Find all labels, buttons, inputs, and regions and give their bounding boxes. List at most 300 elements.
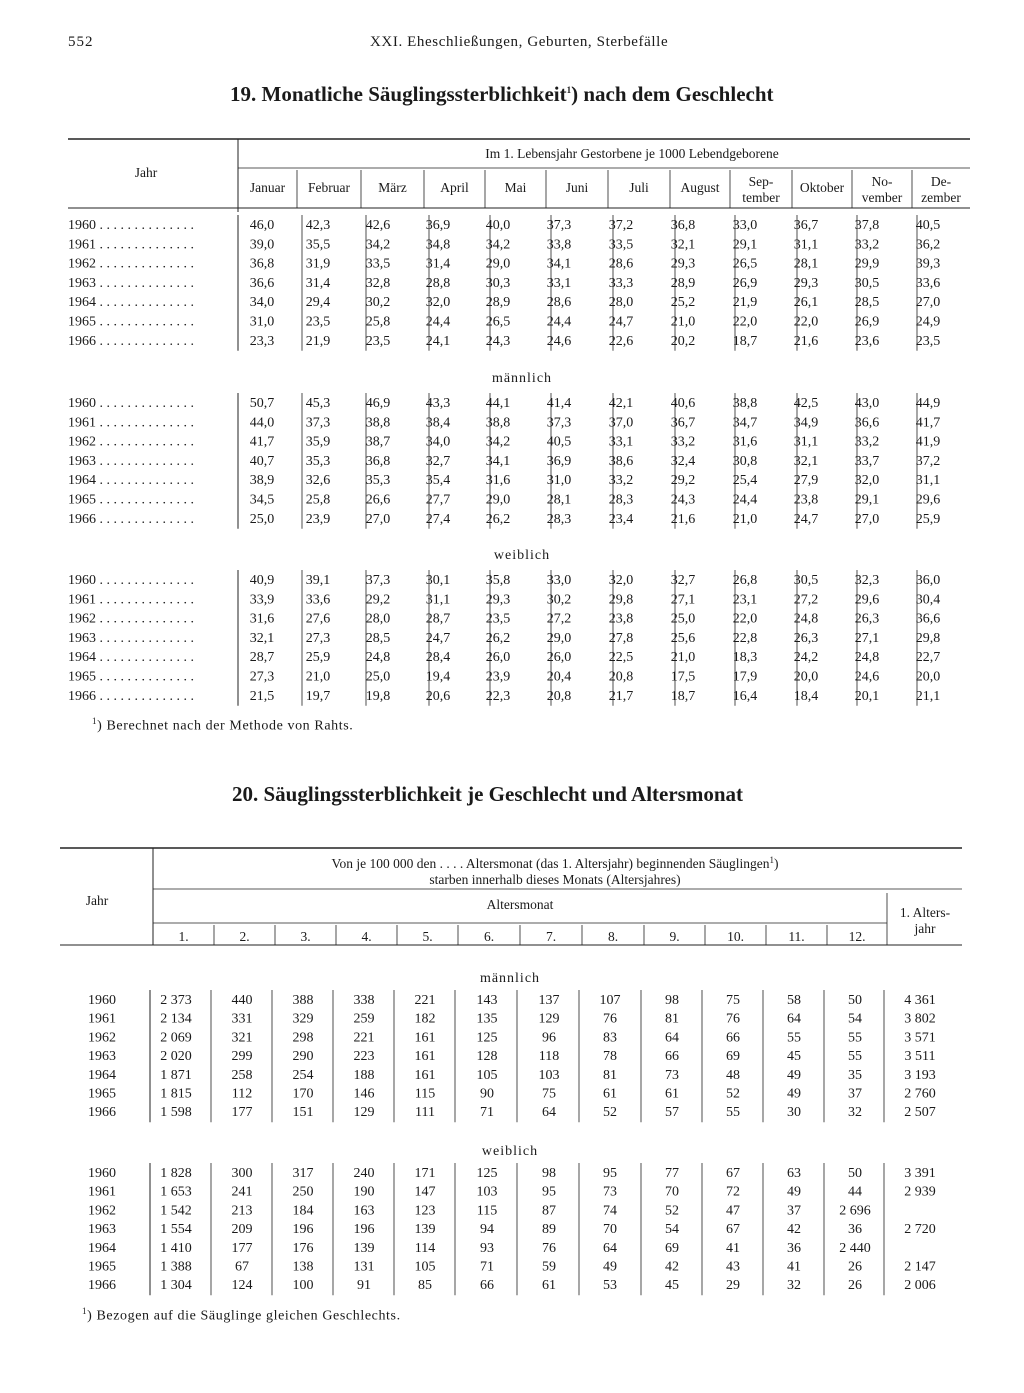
table19-value: 20,6 xyxy=(425,688,451,704)
table19-value: 37,3 xyxy=(305,415,331,431)
table19-col-jahr: Jahr xyxy=(134,165,158,180)
table19-value: 27,4 xyxy=(425,511,451,527)
table19-value: 31,6 xyxy=(249,611,275,627)
table19-month-header: Januar xyxy=(249,180,286,195)
table19-value: 29,6 xyxy=(915,492,941,508)
table19-value: 31,1 xyxy=(793,434,819,450)
table20-value: 338 xyxy=(353,993,375,1008)
table19-value: 44,9 xyxy=(915,396,941,411)
table20-value: 184 xyxy=(292,1203,314,1219)
table20-value: 123 xyxy=(414,1203,436,1219)
table20-value: 67 xyxy=(726,1222,740,1238)
table19-month-header: März xyxy=(378,180,407,195)
table19-section-label: weiblich xyxy=(493,548,551,563)
table20-value: 161 xyxy=(414,1030,436,1046)
table20-group-header-sup: 1 xyxy=(769,855,775,865)
table19-value: 24,3 xyxy=(670,492,696,508)
table19-value: 41,4 xyxy=(546,396,572,411)
table19-value: 21,0 xyxy=(670,314,696,330)
table19-value: 27,7 xyxy=(425,492,451,508)
table20-value: 259 xyxy=(353,1011,375,1027)
table19-value: 32,3 xyxy=(854,573,880,588)
table19-value: 25,0 xyxy=(670,611,696,627)
table20-value: 2 440 xyxy=(839,1240,871,1256)
table20-month-header: 10. xyxy=(727,929,744,944)
table20-value: 87 xyxy=(542,1203,556,1219)
table19-value: 27,9 xyxy=(793,473,819,489)
table20-col-jahr: Jahr xyxy=(85,893,109,908)
table19-value: 32,7 xyxy=(425,453,451,469)
table20-value: 163 xyxy=(353,1203,375,1219)
table19-year-label: 1961 . . . . . . . . . . . . . . xyxy=(68,592,194,608)
table20-group-header xyxy=(331,855,778,871)
table19-year-label: 1962 . . . . . . . . . . . . . . xyxy=(68,434,194,450)
table20-group-header-text: Von je 100 000 den . . . . Altersmonat (das 1. Altersjahr) beginnenden Säuglingen xyxy=(331,856,770,871)
table19-value: 25,8 xyxy=(305,492,331,508)
table19-month-header: Mai xyxy=(504,180,527,195)
table19-value: 40,5 xyxy=(915,218,941,233)
table20-footnote xyxy=(82,1306,401,1325)
table20-value: 55 xyxy=(726,1105,740,1121)
table19-title-rest: nach dem Geschlecht xyxy=(583,82,774,106)
table19-month-header: tember xyxy=(742,190,780,205)
table20-value: 146 xyxy=(353,1086,375,1102)
table19-value: 26,6 xyxy=(365,492,391,508)
table20-value: 91 xyxy=(357,1278,371,1294)
table19-value: 37,3 xyxy=(546,415,572,431)
table19-value: 30,2 xyxy=(546,592,572,608)
table20-value: 58 xyxy=(787,993,801,1008)
table19-section-label: männlich xyxy=(491,371,553,386)
table20-value: 440 xyxy=(231,993,253,1008)
table20-value: 4 361 xyxy=(904,993,936,1008)
table20-value: 69 xyxy=(726,1049,740,1065)
table19-value: 19,4 xyxy=(425,669,451,685)
table19-value: 33,7 xyxy=(854,453,880,469)
table20-value: 250 xyxy=(292,1184,314,1200)
table20-value: 1 388 xyxy=(160,1259,192,1275)
table19-value: 36,9 xyxy=(546,453,572,469)
table19-value: 24,2 xyxy=(793,650,819,666)
table20-value: 95 xyxy=(603,1166,617,1181)
table19-value: 28,7 xyxy=(249,650,275,666)
table20-value: 258 xyxy=(231,1067,253,1083)
table20-value: 55 xyxy=(787,1030,801,1046)
table20-value: 2 134 xyxy=(160,1011,192,1027)
table19-value: 29,3 xyxy=(793,275,819,291)
table19-value: 27,0 xyxy=(915,295,941,311)
table20-value: 317 xyxy=(292,1166,314,1181)
table19-year-label: 1963 . . . . . . . . . . . . . . xyxy=(68,275,194,291)
table19-value: 41,7 xyxy=(249,434,275,450)
table19-value: 26,5 xyxy=(732,256,758,272)
table20-month-header: 11. xyxy=(788,929,805,944)
table20-value: 67 xyxy=(726,1166,740,1181)
table19-value: 27,3 xyxy=(249,669,275,685)
table20-year-col-header: jahr xyxy=(914,921,936,936)
table19-month-header: Februar xyxy=(308,180,350,195)
table20-value: 143 xyxy=(476,993,498,1008)
table19-group-header: Im 1. Lebensjahr Gestorbene je 1000 Lebendgeborene xyxy=(485,146,779,161)
table19-value: 23,6 xyxy=(854,333,880,349)
table20-value: 221 xyxy=(414,993,436,1008)
table19-value: 35,8 xyxy=(485,573,511,588)
table19-value: 30,5 xyxy=(793,573,819,588)
table19-value: 25,0 xyxy=(365,669,391,685)
table19-value: 28,7 xyxy=(425,611,451,627)
table20-value: 147 xyxy=(414,1184,436,1200)
table19-value: 20,0 xyxy=(793,669,819,685)
table20-value: 1 554 xyxy=(160,1222,192,1238)
table20-value: 69 xyxy=(665,1240,679,1256)
table19-value: 31,0 xyxy=(249,314,275,330)
table20-title-text: Säuglingssterblichkeit je Geschlecht und Altersmonat xyxy=(263,782,744,806)
table20-value: 98 xyxy=(542,1166,556,1181)
table20-value: 2 373 xyxy=(160,993,192,1008)
table20-footnote-text: ) Bezogen auf die Säuglinge gleichen Geschlechts. xyxy=(87,1308,401,1324)
table20-value: 129 xyxy=(538,1011,560,1027)
table19-value: 16,4 xyxy=(732,688,758,704)
table20-value: 300 xyxy=(231,1166,253,1181)
table19-value: 28,9 xyxy=(485,295,511,311)
table19-value: 24,4 xyxy=(425,314,451,330)
table19-value: 30,8 xyxy=(732,453,758,469)
table20-value: 1 815 xyxy=(160,1086,192,1102)
table19-value: 26,9 xyxy=(732,275,758,291)
table19-value: 24,7 xyxy=(608,314,634,330)
table20-value: 221 xyxy=(353,1030,375,1046)
table20-value: 105 xyxy=(414,1259,436,1275)
table19-month-header: De- xyxy=(930,174,952,189)
table19-value: 50,7 xyxy=(249,396,275,411)
table19-value: 39,3 xyxy=(915,256,941,272)
table19-value: 24,1 xyxy=(425,333,451,349)
table19-value: 36,7 xyxy=(670,415,696,431)
table20-value: 76 xyxy=(603,1011,617,1027)
table19-value: 22,6 xyxy=(608,333,634,349)
table19-value: 24,8 xyxy=(854,650,880,666)
table20-value: 103 xyxy=(538,1067,560,1083)
table20-value: 114 xyxy=(414,1240,436,1256)
table19-value: 36,6 xyxy=(249,275,275,291)
table19-value: 29,9 xyxy=(854,256,880,272)
table20-value: 131 xyxy=(353,1259,375,1275)
table19-value: 23,5 xyxy=(485,611,511,627)
table19-value: 28,5 xyxy=(365,630,391,646)
chapter-header: XXI. Eheschließungen, Geburten, Sterbefälle xyxy=(370,34,669,50)
table19-value: 28,5 xyxy=(854,295,880,311)
table19-value: 34,9 xyxy=(793,415,819,431)
table19-value: 35,3 xyxy=(365,473,391,489)
table19-year-label: 1963 . . . . . . . . . . . . . . xyxy=(68,453,194,469)
table19-value: 21,6 xyxy=(793,333,819,349)
table20-value: 76 xyxy=(542,1240,556,1256)
table19-value: 29,2 xyxy=(365,592,391,608)
table19-month-header: No- xyxy=(871,174,893,189)
table20-month-header: 3. xyxy=(300,929,311,944)
table19-value: 34,2 xyxy=(365,237,391,253)
table19-value: 28,1 xyxy=(793,256,819,272)
table20-value: 107 xyxy=(599,993,621,1008)
table20-year-label: 1961 xyxy=(88,1011,116,1027)
table19-value: 29,1 xyxy=(732,237,758,253)
table19-value: 35,5 xyxy=(305,237,331,253)
table20-value: 36 xyxy=(848,1222,862,1238)
table20-value: 26 xyxy=(848,1259,862,1275)
table20-value: 90 xyxy=(480,1086,494,1102)
table20-value: 2 939 xyxy=(904,1184,936,1200)
table20-value: 135 xyxy=(476,1011,498,1027)
table19-value: 21,0 xyxy=(732,511,758,527)
table19-month-header: August xyxy=(680,180,720,195)
table20-year-label: 1962 xyxy=(88,1030,116,1046)
table19-value: 22,0 xyxy=(732,611,758,627)
table20-value: 55 xyxy=(848,1049,862,1065)
table20-value: 209 xyxy=(231,1222,253,1238)
table19-value: 22,7 xyxy=(915,650,941,666)
table20-value: 66 xyxy=(480,1278,494,1294)
table19-value: 36,8 xyxy=(365,453,391,469)
table19-value: 29,3 xyxy=(485,592,511,608)
table19-value: 24,3 xyxy=(485,333,511,349)
table20-value: 64 xyxy=(665,1030,679,1046)
table19-value: 21,0 xyxy=(305,669,331,685)
table19-value: 23,5 xyxy=(915,333,941,349)
table20-value: 73 xyxy=(665,1067,679,1083)
table19-value: 18,3 xyxy=(732,650,758,666)
table19-value: 23,3 xyxy=(249,333,275,349)
table20-value: 3 802 xyxy=(904,1011,936,1027)
table20-value: 161 xyxy=(414,1049,436,1065)
table19-value: 33,5 xyxy=(608,237,634,253)
table20-value: 1 653 xyxy=(160,1184,192,1200)
table19-value: 27,8 xyxy=(608,630,634,646)
table19-value: 19,7 xyxy=(305,688,331,704)
table19-value: 25,9 xyxy=(305,650,331,666)
table19-value: 25,0 xyxy=(249,511,275,527)
table19-value: 27,1 xyxy=(854,630,880,646)
table20-value: 49 xyxy=(787,1086,801,1102)
table20-year-label: 1965 xyxy=(88,1086,116,1102)
table20-value: 64 xyxy=(542,1105,556,1121)
table19-value: 33,8 xyxy=(546,237,572,253)
table19-value: 24,6 xyxy=(854,669,880,685)
table20-month-header: 5. xyxy=(422,929,433,944)
table20-value: 177 xyxy=(231,1240,253,1256)
table19-value: 30,3 xyxy=(485,275,511,291)
table19-value: 24,8 xyxy=(365,650,391,666)
table20-value: 43 xyxy=(726,1259,740,1275)
table20-value: 196 xyxy=(292,1222,314,1238)
table20-value: 81 xyxy=(603,1067,617,1083)
table19-value: 29,3 xyxy=(670,256,696,272)
table20-value: 161 xyxy=(414,1067,436,1083)
table19-value: 38,9 xyxy=(249,473,275,489)
table19-value: 20,1 xyxy=(854,688,880,704)
table20-year-label: 1961 xyxy=(88,1184,116,1200)
table20-value: 176 xyxy=(292,1240,314,1256)
table19-value: 46,0 xyxy=(249,218,275,233)
table20-section-label: männlich xyxy=(479,971,541,986)
table19-value: 27,2 xyxy=(546,611,572,627)
table20-value: 49 xyxy=(787,1184,801,1200)
table20-value: 125 xyxy=(476,1166,498,1181)
table19-value: 26,3 xyxy=(793,630,819,646)
table20-value: 125 xyxy=(476,1030,498,1046)
table19-year-label: 1961 . . . . . . . . . . . . . . xyxy=(68,237,194,253)
table20-value: 213 xyxy=(231,1203,253,1219)
table20-value: 128 xyxy=(476,1049,498,1065)
table20-year-col-header: 1. Alters- xyxy=(899,905,951,920)
table20-value: 54 xyxy=(848,1011,862,1027)
table20-value: 254 xyxy=(292,1067,314,1083)
table20-value: 64 xyxy=(603,1240,617,1256)
table19-value: 46,9 xyxy=(365,396,391,411)
table20-year-label: 1964 xyxy=(88,1067,116,1083)
table19-value: 25,2 xyxy=(670,295,696,311)
table20-year-label: 1965 xyxy=(88,1259,116,1275)
table19-value: 26,0 xyxy=(546,650,572,666)
table20-value: 50 xyxy=(848,1166,862,1181)
table19-value: 34,0 xyxy=(249,295,275,311)
table19-month-header: vember xyxy=(861,190,903,205)
table19-value: 26,2 xyxy=(485,630,511,646)
table20-value: 177 xyxy=(231,1105,253,1121)
table19-value: 24,8 xyxy=(793,611,819,627)
table20-value: 298 xyxy=(292,1030,314,1046)
table19-value: 27,3 xyxy=(305,630,331,646)
table20-value: 42 xyxy=(665,1259,679,1275)
table19-value: 31,1 xyxy=(425,592,451,608)
table19-value: 18,4 xyxy=(793,688,819,704)
table20-value: 94 xyxy=(480,1222,494,1238)
table20-value: 76 xyxy=(726,1011,740,1027)
table19-value: 32,0 xyxy=(608,573,634,588)
table19-value: 21,9 xyxy=(732,295,758,311)
table19-value: 36,6 xyxy=(915,611,941,627)
table20-value: 2 147 xyxy=(904,1259,936,1275)
table20-value: 49 xyxy=(787,1067,801,1083)
table19-value: 34,8 xyxy=(425,237,451,253)
table19-value: 35,9 xyxy=(305,434,331,450)
table19-year-label: 1964 . . . . . . . . . . . . . . xyxy=(68,473,194,489)
table20-value: 52 xyxy=(603,1105,617,1121)
table20-value: 78 xyxy=(603,1049,617,1065)
table19-month-header: Juni xyxy=(565,180,589,195)
table19-year-label: 1960 . . . . . . . . . . . . . . xyxy=(68,396,194,411)
table20-number: 20. xyxy=(232,782,259,806)
table19-value: 33,6 xyxy=(305,592,331,608)
table20-value: 118 xyxy=(538,1049,560,1065)
table19-value: 23,5 xyxy=(365,333,391,349)
table20-value: 66 xyxy=(665,1049,679,1065)
table20-month-header: 1. xyxy=(178,929,189,944)
table20-value: 61 xyxy=(542,1278,556,1294)
table20-value: 29 xyxy=(726,1278,740,1294)
table19-value: 19,8 xyxy=(365,688,391,704)
table19-value: 22,0 xyxy=(793,314,819,330)
table19-value: 27,0 xyxy=(365,511,391,527)
table19-value: 34,1 xyxy=(546,256,572,272)
table19-value: 18,7 xyxy=(670,688,696,704)
table19-month-header: April xyxy=(440,180,469,195)
table19-value: 22,8 xyxy=(732,630,758,646)
table19-value: 44,1 xyxy=(485,396,511,411)
table19-value: 32,1 xyxy=(670,237,696,253)
table19-value: 27,1 xyxy=(670,592,696,608)
table19-value: 42,5 xyxy=(793,396,819,411)
table19-value: 33,0 xyxy=(546,573,572,588)
table19-value: 36,7 xyxy=(793,218,819,233)
table20-value: 61 xyxy=(603,1086,617,1102)
table19-value: 23,4 xyxy=(608,511,634,527)
table19-value: 33,2 xyxy=(854,434,880,450)
table19-value: 20,2 xyxy=(670,333,696,349)
table20-value: 98 xyxy=(665,993,679,1008)
table20-value: 1 410 xyxy=(160,1240,192,1256)
table20-value: 95 xyxy=(542,1184,556,1200)
table19-year-label: 1962 . . . . . . . . . . . . . . xyxy=(68,611,194,627)
table19-value: 25,9 xyxy=(915,511,941,527)
table20-year-label: 1966 xyxy=(88,1105,116,1121)
table19-value: 38,8 xyxy=(732,396,758,411)
table19-value: 20,8 xyxy=(546,688,572,704)
table20-value: 129 xyxy=(353,1105,375,1121)
table19-value: 32,8 xyxy=(365,275,391,291)
table19-value: 26,0 xyxy=(485,650,511,666)
table20-value: 240 xyxy=(353,1166,375,1181)
table19-value: 21,1 xyxy=(915,688,941,704)
table20-value: 93 xyxy=(480,1240,494,1256)
table20-value: 81 xyxy=(665,1011,679,1027)
table20-value: 2 760 xyxy=(904,1086,936,1102)
table19-year-label: 1965 . . . . . . . . . . . . . . xyxy=(68,314,194,330)
table20-value: 63 xyxy=(787,1166,801,1181)
table19-value: 43,0 xyxy=(854,396,880,411)
table20-value: 3 193 xyxy=(904,1067,936,1083)
table20-value: 50 xyxy=(848,993,862,1008)
table19-value: 28,4 xyxy=(425,650,451,666)
table19-value: 29,8 xyxy=(915,630,941,646)
table19-month-header: Juli xyxy=(629,180,649,195)
table19-value: 31,6 xyxy=(485,473,511,489)
table19-month-header: zember xyxy=(921,190,961,205)
table19-value: 20,8 xyxy=(608,669,634,685)
table19-value: 38,8 xyxy=(485,415,511,431)
table19-value: 40,9 xyxy=(249,573,275,588)
table19-value: 35,4 xyxy=(425,473,451,489)
table20-value: 1 304 xyxy=(160,1278,192,1294)
table19-value: 32,0 xyxy=(854,473,880,489)
table19-year-label: 1964 . . . . . . . . . . . . . . xyxy=(68,295,194,311)
table19-value: 22,3 xyxy=(485,688,511,704)
table19-value: 24,7 xyxy=(793,511,819,527)
table20-value: 36 xyxy=(787,1240,801,1256)
table20-value: 44 xyxy=(848,1184,862,1200)
table20-value: 331 xyxy=(231,1011,253,1027)
table20-value: 124 xyxy=(231,1278,253,1294)
table19-value: 28,0 xyxy=(365,611,391,627)
table19-value: 30,5 xyxy=(854,275,880,291)
table20-value: 170 xyxy=(292,1086,314,1102)
table20-section-label: weiblich xyxy=(481,1144,539,1159)
table20-value: 138 xyxy=(292,1259,314,1275)
table20-value: 112 xyxy=(231,1086,253,1102)
table19-value: 31,9 xyxy=(305,256,331,272)
table20-value: 37 xyxy=(787,1203,801,1219)
table19-value: 40,5 xyxy=(546,434,572,450)
table20-value: 61 xyxy=(665,1086,679,1102)
